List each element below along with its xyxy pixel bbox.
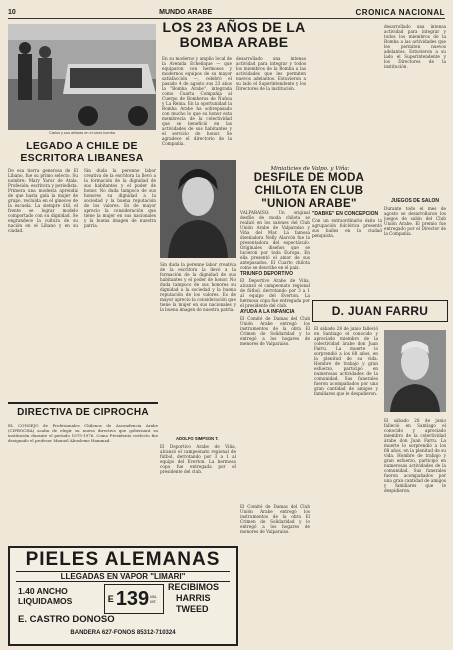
- pieles-subtitle: LLEGADAS EN VAPOR "LIMARI": [16, 571, 230, 582]
- bomba-body-2: desarrollado una intensa actividad para integrar y todos los miembros de la Bomba a las actividades que les permiten nuevos adelantos. Estuvieron a su lado el Superintendente y los Directores de la institución.: [236, 56, 306, 91]
- triunfo-body: El Deportivo Arabe de Viña, alcanzó el campeonato regional de fútbol, derrotando por 3 a 1 al equipo del Everton. La hermosa copa fue entregada por el presidente del club.: [240, 278, 310, 308]
- ciprocha-body: EL CONSEJO de Profesionales Chilenos de Ascendencia Arabe (CIPROCHA) acaba de elegir su nueva directiva que gobernará su institución durante el período 1975-1976. Como Presidente reelecto fue designado el profesor Manuel Abusleme Hammad.: [8, 423, 158, 443]
- woman-portrait-image: [160, 160, 236, 258]
- cronica-right-body: [384, 24, 446, 184]
- ciprocha-box: [8, 402, 158, 544]
- center-bottom-body-2: El Comité de Damas del Club Unión Arabe entregó los instrumentos de la obra El Crimen de Solidaridad y lo entregó a los hogares de menores de Valparaíso.: [240, 504, 310, 534]
- ciprocha-title: DIRECTIVA DE CIPROCHA: [17, 407, 149, 418]
- offer-line2: LIQUIDAMOS: [18, 596, 73, 606]
- dabke-subhead: "DABKE" EN CONCEPCION: [312, 211, 379, 217]
- dabke-body: Con un extraordinario éxito la agrupación folclórica presentó sus bailes en la ciudad penquista.: [312, 218, 382, 238]
- juegos-body: Durante todo el mes de agosto se desarrollaron los juegos de salón del Club Unión Arabe. El premio fue entregado por el Director de la Compañía.: [384, 206, 446, 236]
- price-symbol: E: [107, 594, 114, 604]
- ayuda-body: El Comité de Damas del Club Unión Arabe entregó los instrumentos de la obra El Crimen de Solidaridad y lo entregó a los hogares de menores de Valparaíso.: [240, 316, 310, 346]
- firetruck-photo: [8, 24, 156, 130]
- firetruck-image: [8, 24, 156, 130]
- legado-headline: LEGADO A CHILE DE ESCRITORA LIBANESA: [20, 140, 144, 164]
- legado-body: De esa tierra generosa de El Líbano, fue su primo selecto. Su nombre: Mary Yarur de Atala. Profesión: escritora y periodista. Primera una modesta aprendiz de que hasta gala la mujer de grupo, recluída en el gineceo de la escuela. La siempre útil, el frente se lograr modelo comportado con su dignidad. Se engrandece la cultura de su nación en el Líbano y en su ciudad.: [8, 168, 78, 233]
- woman-portrait: [160, 160, 236, 258]
- legado-body-right: Sin duda la perenne labor creativa de la escritora la llevó a la formación de la dignidad de sus habitantes y el poder de honor. No duda tampoco de sus honores su dignidad a la sociedad y la buena reputación de los valores. Es de mayor aprecio la consideración que tiene la mujer en sus nacionales y la buena imagen de nuestra patria.: [84, 168, 156, 228]
- juegos-title: JUEGOS DE SALON: [390, 198, 440, 204]
- bomba-headline: LOS 23 AÑOS DE LA BOMBA ARABE: [162, 19, 306, 50]
- triunfo-subhead: TRIUNFO DEPORTIVO: [240, 271, 294, 277]
- desfile-body-2: [312, 210, 382, 300]
- farru-portrait-image: [384, 330, 446, 412]
- company-name: E. CASTRO DONOSO: [18, 614, 115, 625]
- farru-body-2: El sábado 28 de junio falleció en Santiago el conocido y apreciado miembro de la colectividad árabe don Juan Farru. La muerte lo sorprendió a los 68 años, en la plenitud de su vida. Hombre de trabajo y gran esfuerzo, participó en numerosas actividades de la comunidad. Sus funerales fueron acompañados por una gran cantidad de amigos y familiares que le despidieron.: [384, 418, 446, 493]
- farru-body: El sábado 28 de junio falleció en Santiago el conocido y apreciado miembro de la colectividad árabe don Juan Farru. La muerte lo sorprendió a los 68 años, en la plenitud de su vida. Hombre de trabajo y gran esfuerzo, participó en numerosas actividades de la comunidad. Sus funerales fueron acompañados por una gran cantidad de amigos y familiares que le despidieron.: [314, 326, 378, 396]
- company-address: BANDERA 627-FONOS 85312-710324: [70, 630, 176, 636]
- desfile-headline: DESFILE DE MODA CHILOTA EN CLUB "UNION ARABE": [253, 172, 365, 210]
- page-header: [8, 6, 445, 19]
- ayuda-subhead: AYUDA A LA INFANCIA: [240, 309, 295, 315]
- cronica-right-text: desarrollado una intensa actividad para integrar y todos los miembros de la Bomba a las actividades que les permiten nuevos adelantos. Estuvieron a su lado el Superintendente y los Directores de la institución.: [384, 24, 446, 69]
- farru-title: D. JUAN FARRU: [331, 304, 429, 318]
- farru-box: [312, 300, 448, 322]
- woman-caption: ADOLFO SIMPSON T.: [176, 436, 219, 441]
- farru-portrait: [384, 330, 446, 412]
- firetruck-caption: Carlos y sus artistas en el carro bomba: [49, 131, 115, 135]
- bomba-body: En su moderno y amplio local de la Avenida Echeñique — que equiparon con hermosos y modernos equipos de su mayor satisfacción —, celebró el pasado 4 de agosto sus 23 años la "Bomba Arabe", integrada como Cuarta Compañía al Cuerpo de Bomberos de Ñuñoa y La Reina. En la oportunidad la Bomba Arabe ha sobrepasado con mucho lo que su honor esta membrecía de la colectividad que se benefició en las actividades de sus habitantes y el servicio de honor. Se agradece el directorio de la Compañía.: [162, 56, 232, 146]
- recibimos-label: RECIBIMOS: [168, 582, 220, 592]
- section-right: CRONICA NACIONAL: [355, 7, 445, 17]
- offer-line1: 1.40 ANCHO: [18, 586, 68, 596]
- pieles-ad: [8, 546, 238, 646]
- harris-label: HARRIS: [176, 593, 211, 603]
- desfile-kicker: Miniaticies de Valpo. y Viña:: [270, 166, 350, 172]
- price-value: 139: [115, 587, 150, 610]
- center-bottom-body-3: El Deportivo Arabe de Viña, alcanzó el campeonato regional de fútbol, derrotando por 3 a 1 al equipo del Everton. La hermosa copa fue entregada por el presidente del club.: [160, 444, 236, 474]
- price-badge: [104, 584, 164, 614]
- desfile-dateline: VALPARAISO: Un original desfile de moda chilota se realizó en los salones del Club Unión Arabe de Valparaíso y Viña del Mar. La famosa diseñadora Nelly Alarcón fue la presentadora del espectáculo. Originales diseños que se lucieron por toda Europa. En ella presentó el amor de sus antepasados. El Cuarto chilota como se describe en el país.: [240, 210, 310, 270]
- section-left: MUNDO ARABE: [159, 8, 213, 16]
- tweed-label: TWEED: [176, 604, 209, 614]
- price-unit: MIL MT.: [150, 594, 157, 604]
- desfile-body: [240, 210, 310, 500]
- page-number: 10: [8, 8, 16, 16]
- center-bottom-body: Sin duda la perenne labor creativa de la escritora la llevó a la formación de la dignidad de sus habitantes y el poder de honor. No duda tampoco de sus honores su dignidad a la sociedad y la buena reputación de los valores. Es de mayor aprecio la consideración que tiene la mujer en sus nacionales y la buena imagen de nuestra patria.: [160, 262, 236, 312]
- pieles-title: PIELES ALEMANAS: [25, 549, 221, 570]
